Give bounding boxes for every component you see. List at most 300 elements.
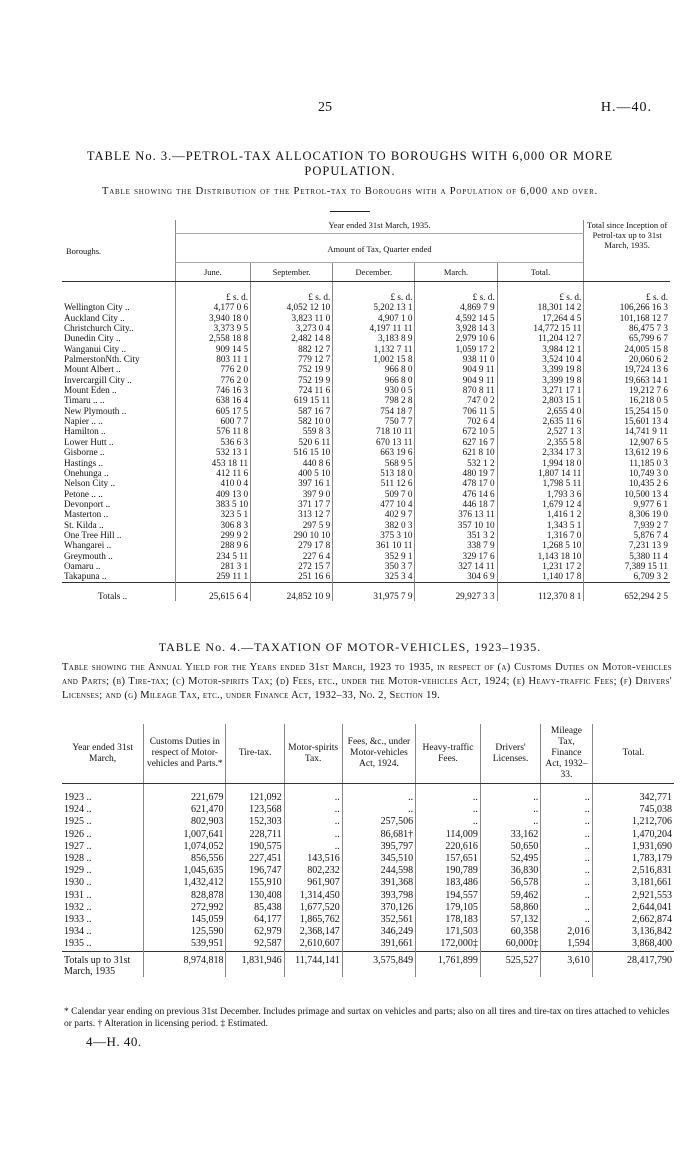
value-cell: 59,462 [480, 890, 540, 902]
amount-cell: 904 9 11 [415, 375, 497, 385]
value-cell: .. [541, 865, 593, 877]
value-cell: 370,126 [342, 902, 415, 914]
amount-cell: 621 8 10 [415, 447, 497, 457]
value-cell: .. [541, 902, 593, 914]
value-cell: 257,506 [342, 816, 415, 828]
value-cell: 1,045,635 [144, 865, 226, 877]
amount-cell: 754 18 7 [333, 406, 415, 416]
borough-name: Timaru .. .. [64, 395, 105, 406]
table4-column-header: Mileage Tax, Finance Act, 1932–33. [541, 724, 593, 784]
table4-column-header: Year ended 31st March, [62, 724, 144, 784]
value-cell: 114,009 [416, 829, 481, 841]
amount-cell: 3,183 8 9 [333, 333, 415, 343]
document-reference: H.—40. [600, 100, 652, 115]
amount-cell: 15,601 13 4 [584, 416, 670, 426]
amount-cell: 513 18 0 [333, 468, 415, 478]
amount-cell: 4,907 1 0 [333, 313, 415, 323]
value-cell: 172,000‡ [416, 938, 481, 951]
amount-cell: 3,273 0 4 [251, 323, 333, 333]
value-cell: 221,679 [144, 784, 226, 805]
value-cell: 183,486 [416, 877, 481, 889]
borough-name: Petone .. .. [64, 488, 103, 499]
value-cell: 345,510 [342, 853, 415, 865]
value-cell: 33,162 [480, 829, 540, 841]
page-signature: 4—H. 40. [86, 1034, 142, 1049]
value-cell: .. [342, 804, 415, 816]
value-cell: 64,177 [226, 914, 284, 926]
value-cell: 57,132 [480, 914, 540, 926]
value-cell: 220,616 [416, 841, 481, 853]
borough-name: Hamilton .. [64, 426, 106, 437]
amount-cell: 3,399 19 8 [497, 364, 584, 374]
amount-cell: 520 6 11 [251, 437, 333, 447]
value-cell: 856,556 [144, 853, 226, 865]
table3-col-december: December. [333, 263, 415, 282]
table4-column-header: Drivers' Licenses. [480, 724, 540, 784]
value-cell: 3,868,400 [592, 938, 674, 951]
borough-name: Lower Hutt .. [64, 436, 114, 447]
amount-cell: 670 13 11 [333, 437, 415, 447]
table3-col-total: Total. [497, 263, 584, 282]
amount-cell: 576 11 8 [175, 426, 250, 436]
value-cell: 1,594 [541, 938, 593, 951]
borough-name: Mount Eden .. [64, 385, 117, 396]
table3-row [62, 302, 670, 312]
table3-col-june: June. [175, 263, 250, 282]
amount-cell: 304 6 9 [415, 571, 497, 582]
amount-cell: 702 6 4 [415, 416, 497, 426]
amount-cell: 3,524 10 4 [497, 354, 584, 364]
amount-cell: 383 5 10 [175, 499, 250, 509]
value-cell: 152,303 [226, 816, 284, 828]
table3-row [62, 571, 670, 582]
amount-cell: 412 11 6 [175, 468, 250, 478]
table4-row [62, 914, 674, 926]
table4-row [62, 784, 674, 805]
amount-cell: 86,475 7 3 [584, 323, 670, 333]
amount-cell: 476 14 6 [415, 489, 497, 499]
value-cell: .. [541, 890, 593, 902]
amount-cell: 663 19 6 [333, 447, 415, 457]
borough-name: Wellington City .. [64, 302, 130, 313]
unit-label: £ s. d. [251, 282, 333, 303]
amount-cell: 1,140 17 8 [497, 571, 584, 582]
amount-cell: 1,994 18 0 [497, 458, 584, 468]
amount-cell: 627 16 7 [415, 437, 497, 447]
table3-row [62, 520, 670, 530]
amount-cell: 516 15 10 [251, 447, 333, 457]
value-cell: 745,038 [592, 804, 674, 816]
amount-cell: 272 15 7 [251, 561, 333, 571]
amount-cell: 1,416 1 2 [497, 509, 584, 519]
borough-name: Dunedin City .. [64, 333, 121, 344]
table3-title: TABLE No. 3.—PETROL-TAX ALLOCATION TO BOROUGHS WITH 6,000 OR MORE POPULATION. [86, 149, 614, 178]
table3-col-boroughs: Boroughs. [62, 220, 175, 282]
amount-cell: 313 12 7 [251, 509, 333, 519]
amount-cell: 410 0 4 [175, 478, 250, 488]
amount-cell: 4,592 14 5 [415, 313, 497, 323]
total-cell: 31,975 7 9 [333, 582, 415, 601]
amount-cell: 750 7 7 [333, 416, 415, 426]
amount-cell: 19,663 14 1 [584, 375, 670, 385]
value-cell: 828,878 [144, 890, 226, 902]
borough-name: Hastings .. [64, 457, 104, 468]
value-cell: 2,921,553 [592, 890, 674, 902]
amount-cell: 351 3 2 [415, 530, 497, 540]
value-cell: .. [541, 784, 593, 805]
value-cell: 2,610,607 [284, 938, 342, 951]
value-cell: 52,495 [480, 853, 540, 865]
amount-cell: 352 9 1 [333, 551, 415, 561]
value-cell: 58,860 [480, 902, 540, 914]
amount-cell: 371 17 7 [251, 499, 333, 509]
amount-cell: 397 16 1 [251, 478, 333, 488]
value-cell: 1,677,520 [284, 902, 342, 914]
amount-cell: 480 19 7 [415, 468, 497, 478]
amount-cell: 7,231 13 9 [584, 540, 670, 550]
value-cell: .. [416, 804, 481, 816]
table3-year-header: Year ended 31st March, 1935. [175, 220, 584, 234]
amount-cell: 10,500 13 4 [584, 489, 670, 499]
amount-cell: 3,271 17 1 [497, 385, 584, 395]
amount-cell: 2,482 14 8 [251, 333, 333, 343]
value-cell: .. [541, 829, 593, 841]
value-cell: 2,516,831 [592, 865, 674, 877]
table3-row [62, 313, 670, 323]
total-cell: 3,610 [541, 951, 593, 977]
borough-name: Devonport .. [64, 498, 111, 509]
amount-cell: 101,168 12 7 [584, 313, 670, 323]
table4-row [62, 829, 674, 841]
amount-cell: 1,002 15 8 [333, 354, 415, 364]
amount-cell: 65,799 6 7 [584, 333, 670, 343]
value-cell: 391,368 [342, 877, 415, 889]
total-cell: 1,831,946 [226, 951, 284, 977]
value-cell: .. [284, 804, 342, 816]
table3-row [62, 344, 670, 354]
value-cell: .. [541, 804, 593, 816]
year-cell: 1924 .. [64, 804, 92, 816]
value-cell: 621,470 [144, 804, 226, 816]
value-cell: .. [480, 804, 540, 816]
amount-cell: 325 3 4 [333, 571, 415, 582]
value-cell: 62,979 [226, 926, 284, 938]
table4-column-header: Customs Duties in respect of Motor-vehicles and Parts.* [144, 724, 226, 784]
table4-row [62, 938, 674, 951]
total-cell: 112,370 8 1 [497, 582, 584, 601]
value-cell: 60,000‡ [480, 938, 540, 951]
amount-cell: 10,435 2 6 [584, 478, 670, 488]
total-cell: 652,294 2 5 [584, 582, 670, 601]
value-cell: .. [480, 784, 540, 805]
amount-cell: 397 9 0 [251, 489, 333, 499]
total-cell: 11,744,141 [284, 951, 342, 977]
amount-cell: 357 10 10 [415, 520, 497, 530]
table3-row [62, 385, 670, 395]
amount-cell: 323 5 1 [175, 509, 250, 519]
unit-label: £ s. d. [584, 282, 670, 303]
table3-col-total-since: Total since Inception of Petrol-tax up to 31st March, 1935. [584, 220, 670, 282]
value-cell: 802,232 [284, 865, 342, 877]
value-cell: .. [541, 816, 593, 828]
value-cell: 342,771 [592, 784, 674, 805]
value-cell: .. [541, 841, 593, 853]
amount-cell: 3,373 9 5 [175, 323, 250, 333]
amount-cell: 288 9 6 [175, 540, 250, 550]
amount-cell: 536 6 3 [175, 437, 250, 447]
amount-cell: 752 19 9 [251, 364, 333, 374]
borough-name: St. Kilda .. [64, 519, 104, 530]
amount-cell: 966 8 0 [333, 364, 415, 374]
amount-cell: 776 2 0 [175, 364, 250, 374]
value-cell: 2,016 [541, 926, 593, 938]
value-cell: 1,470,204 [592, 829, 674, 841]
table4-row [62, 841, 674, 853]
value-cell: .. [284, 841, 342, 853]
total-cell: 525,527 [480, 951, 540, 977]
borough-name: Gisborne .. [64, 447, 105, 458]
value-cell: .. [541, 877, 593, 889]
table3-row [62, 364, 670, 374]
value-cell: 145,059 [144, 914, 226, 926]
amount-cell: 382 0 3 [333, 520, 415, 530]
amount-cell: 10,749 3 0 [584, 468, 670, 478]
amount-cell: 4,177 0 6 [175, 302, 250, 312]
amount-cell: 1,316 7 0 [497, 530, 584, 540]
amount-cell: 582 10 0 [251, 416, 333, 426]
amount-cell: 19,724 13 6 [584, 364, 670, 374]
table3-row [62, 437, 670, 447]
table3-units-row [62, 282, 670, 303]
amount-cell: 1,268 5 10 [497, 540, 584, 550]
value-cell: .. [480, 816, 540, 828]
amount-cell: 600 7 7 [175, 416, 250, 426]
amount-cell: 3,928 14 3 [415, 323, 497, 333]
total-cell: 3,575,849 [342, 951, 415, 977]
amount-cell: 13,612 19 6 [584, 447, 670, 457]
value-cell: .. [284, 784, 342, 805]
borough-name: One Tree Hill .. [64, 529, 122, 540]
amount-cell: 259 11 1 [175, 571, 250, 582]
borough-name: Onehunga .. [64, 467, 109, 478]
table3-col-march: March. [415, 263, 497, 282]
amount-cell: 779 12 7 [251, 354, 333, 364]
table4-column-header: Motor-spirits Tax. [284, 724, 342, 784]
amount-cell: 327 14 11 [415, 561, 497, 571]
value-cell: 1,074,052 [144, 841, 226, 853]
value-cell: 60,358 [480, 926, 540, 938]
amount-cell: 1,807 14 11 [497, 468, 584, 478]
totals-label: Totals .. [62, 582, 175, 601]
amount-cell: 1,231 17 2 [497, 561, 584, 571]
year-cell: 1925 .. [64, 816, 92, 828]
amount-cell: 17,264 4 5 [497, 313, 584, 323]
value-cell: 1,432,412 [144, 877, 226, 889]
table4-column-header: Heavy-traffic Fees. [416, 724, 481, 784]
table3 [62, 220, 670, 601]
year-cell: 1927 .. [64, 840, 92, 852]
value-cell: 155,910 [226, 877, 284, 889]
amount-cell: 478 17 0 [415, 478, 497, 488]
table3-row [62, 447, 670, 457]
amount-cell: 746 16 3 [175, 385, 250, 395]
value-cell: 1,314,450 [284, 890, 342, 902]
value-cell: 92,587 [226, 938, 284, 951]
amount-cell: 11,204 12 7 [497, 333, 584, 343]
amount-cell: 776 2 0 [175, 375, 250, 385]
table3-row [62, 323, 670, 333]
amount-cell: 3,984 12 1 [497, 344, 584, 354]
amount-cell: 2,979 10 6 [415, 333, 497, 343]
page-number: 25 [318, 100, 332, 115]
totals-label: Totals up to 31st March, 1935 [62, 951, 144, 977]
table3-row [62, 468, 670, 478]
amount-cell: 605 17 5 [175, 406, 250, 416]
value-cell: 123,568 [226, 804, 284, 816]
amount-cell: 2,527 1 3 [497, 426, 584, 436]
table4-totals-row [62, 951, 674, 977]
amount-cell: 106,266 16 3 [584, 302, 670, 312]
amount-cell: 2,655 4 0 [497, 406, 584, 416]
amount-cell: 11,185 0 3 [584, 458, 670, 468]
value-cell: 2,662,874 [592, 914, 674, 926]
value-cell: 227,451 [226, 853, 284, 865]
year-cell: 1923 .. [64, 792, 92, 803]
value-cell: 2,644,041 [592, 902, 674, 914]
value-cell: 539,951 [144, 938, 226, 951]
amount-cell: 568 9 5 [333, 458, 415, 468]
year-cell: 1934 .. [64, 926, 92, 938]
borough-name: Whangarei .. [64, 540, 112, 551]
amount-cell: 446 18 7 [415, 499, 497, 509]
value-cell: 346,249 [342, 926, 415, 938]
value-cell: .. [416, 784, 481, 805]
amount-cell: 279 17 8 [251, 540, 333, 550]
table4-row [62, 890, 674, 902]
value-cell: 157,651 [416, 853, 481, 865]
table3-row [62, 458, 670, 468]
amount-cell: 329 17 6 [415, 551, 497, 561]
year-cell: 1928 .. [64, 853, 92, 865]
year-cell: 1935 .. [64, 938, 92, 950]
value-cell: 194,557 [416, 890, 481, 902]
borough-name: Takapuna .. [64, 571, 107, 582]
amount-cell: 587 16 7 [251, 406, 333, 416]
value-cell: .. [416, 816, 481, 828]
table4-row [62, 853, 674, 865]
amount-cell: 402 9 7 [333, 509, 415, 519]
value-cell: 391,661 [342, 938, 415, 951]
amount-cell: 4,869 7 9 [415, 302, 497, 312]
table4-description: Table showing the Annual Yield for the Years ended 31st March, 1923 to 1935, in respect of (a) Customs Duties on Motor-vehicles and Parts; (b) Tire-tax; (c) Motor-spirits Tax; (d) Fees, etc., under the Motor-vehicles Act, 1924; (e) Heavy-traffic Fees; (f) Drivers' Licenses; and (g) Mileage Tax, etc., under Finance Act, 1932–33, No. 2, Section 19. [62, 662, 672, 701]
value-cell: 395,797 [342, 841, 415, 853]
amount-cell: 747 0 2 [415, 395, 497, 405]
value-cell: 802,903 [144, 816, 226, 828]
table3-row [62, 530, 670, 540]
table3-row [62, 478, 670, 488]
amount-cell: 350 3 7 [333, 561, 415, 571]
borough-name: New Plymouth .. [64, 405, 127, 416]
year-cell: 1932 .. [64, 901, 92, 913]
borough-name: Auckland City .. [64, 312, 125, 323]
table3-row [62, 426, 670, 436]
amount-cell: 803 11 1 [175, 354, 250, 364]
amount-cell: 297 5 9 [251, 520, 333, 530]
total-cell: 25,615 6 4 [175, 582, 250, 601]
unit-label: £ s. d. [497, 282, 584, 303]
amount-cell: 509 7 0 [333, 489, 415, 499]
amount-cell: 904 9 11 [415, 364, 497, 374]
amount-cell: 2,803 15 1 [497, 395, 584, 405]
borough-name: Napier .. .. [64, 416, 103, 427]
borough-name: Mount Albert .. [64, 364, 121, 375]
amount-cell: 361 10 11 [333, 540, 415, 550]
table4-row [62, 926, 674, 938]
amount-cell: 2,334 17 3 [497, 447, 584, 457]
amount-cell: 281 3 1 [175, 561, 250, 571]
amount-cell: 1,132 7 11 [333, 344, 415, 354]
amount-cell: 7,939 2 7 [584, 520, 670, 530]
borough-name: Masterton .. [64, 509, 109, 520]
amount-cell: 1,059 17 2 [415, 344, 497, 354]
amount-cell: 440 8 6 [251, 458, 333, 468]
amount-cell: 1,679 12 4 [497, 499, 584, 509]
value-cell: .. [541, 853, 593, 865]
amount-cell: 930 0 5 [333, 385, 415, 395]
value-cell: 179,105 [416, 902, 481, 914]
amount-cell: 2,558 18 8 [175, 333, 250, 343]
table3-row [62, 540, 670, 550]
value-cell: 1,931,690 [592, 841, 674, 853]
amount-cell: 638 16 4 [175, 395, 250, 405]
value-cell: .. [284, 829, 342, 841]
amount-cell: 15,254 15 0 [584, 406, 670, 416]
amount-cell: 375 3 10 [333, 530, 415, 540]
total-cell: 24,852 10 9 [251, 582, 333, 601]
value-cell: 2,368,147 [284, 926, 342, 938]
amount-cell: 511 12 6 [333, 478, 415, 488]
amount-cell: 2,355 5 8 [497, 437, 584, 447]
table3-totals-row [62, 582, 670, 601]
total-cell: 28,417,790 [592, 951, 674, 977]
amount-cell: 16,218 0 5 [584, 395, 670, 405]
amount-cell: 5,202 13 1 [333, 302, 415, 312]
value-cell: 1,007,641 [144, 829, 226, 841]
footnote: * Calendar year ending on previous 31st December. Includes primage and surtax on vehicles and parts; also on all tires and tire-tax on tires attached to vehicles or parts. † Alteration in licensing period. ‡ Estimated. [64, 1007, 670, 1029]
value-cell: 86,681† [342, 829, 415, 841]
year-cell: 1933 .. [64, 914, 92, 926]
value-cell: 393,798 [342, 890, 415, 902]
borough-name: Invercargill City .. [64, 374, 132, 385]
value-cell: 1,783,179 [592, 853, 674, 865]
amount-cell: 376 13 11 [415, 509, 497, 519]
amount-cell: 9,977 6 1 [584, 499, 670, 509]
value-cell: 121,092 [226, 784, 284, 805]
borough-name: Greymouth .. [64, 550, 113, 561]
amount-cell: 251 16 6 [251, 571, 333, 582]
value-cell: 1,865,762 [284, 914, 342, 926]
amount-cell: 619 15 11 [251, 395, 333, 405]
value-cell: 352,561 [342, 914, 415, 926]
year-cell: 1929 .. [64, 865, 92, 877]
unit-label: £ s. d. [175, 282, 250, 303]
amount-cell: 400 5 10 [251, 468, 333, 478]
amount-cell: 4,197 11 11 [333, 323, 415, 333]
unit-label: £ s. d. [333, 282, 415, 303]
table4-column-header: Fees, &c., under Motor-vehicles Act, 1924. [342, 724, 415, 784]
table3-row [62, 551, 670, 561]
amount-cell: 3,823 11 0 [251, 313, 333, 323]
